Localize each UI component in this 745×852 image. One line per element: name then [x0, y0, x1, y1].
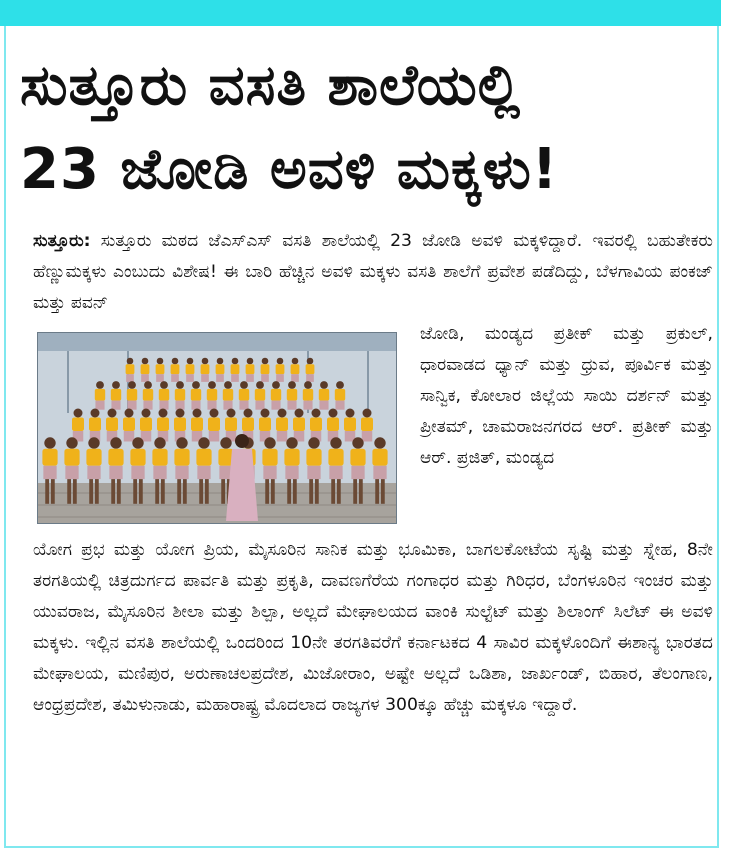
student-figure: [175, 381, 185, 410]
student-figure: [361, 409, 373, 442]
student-figure: [261, 358, 270, 382]
student-figure: [141, 358, 150, 382]
student-figure: [303, 381, 313, 410]
student-figure: [255, 381, 265, 410]
student-figure: [207, 381, 217, 410]
student-figure: [259, 409, 271, 442]
student-figure: [310, 409, 322, 442]
student-figure: [319, 381, 329, 410]
student-figure: [186, 358, 195, 382]
article-paragraph-body: ಯೋಗ ಪ್ರಭ ಮತ್ತು ಯೋಗ ಪ್ರಿಯ, ಮೈಸೂರಿನ ಸಾನಿಕ ಮತ್ತು ಭೂಮಿಕಾ, ಬಾಗಲಕೋಟೆಯ ಸೃಷ್ಟಿ ಮತ್ತು ಸ್ನೇಹ, 8ನೇ ತರಗತಿಯಲ್ಲಿ ಚಿತ್ರದುರ್ಗದ ಪಾರ್ವತಿ ಮತ್ತು ಪ್ರಕೃತಿ, ದಾವಣಗೆರೆಯ ಗಂಗಾಧರ ಮತ್ತು ಗಿರಿಧರ, ಬೆಂಗಳೂರಿನ ಇಂಚರ ಮತ್ತು ಯುವರಾಜ, ಮೈಸೂರಿನ ಶೀಲಾ ಮತ್ತು ಶಿಲ್ಪಾ, ಅಲ್ಲದೆ ಮೇಘಾಲಯದ ವಾಂಕಿ ಸುಲ್ಟೆಟ್ ಮತ್ತು ಶಿಲಾಂಗ್ ಸಿಲೆಟ್ ಈ ಅವಳಿ ಮಕ್ಕಳು. ಇಲ್ಲಿನ ವಸತಿ ಶಾಲೆಯಲ್ಲಿ ಒಂದರಿಂದ 10ನೇ ತರಗತಿವರೆಗೆ ಕರ್ನಾಟಕದ 4 ಸಾವಿರ ಮಕ್ಕಳೊಂದಿಗೆ ಈಶಾನ್ಯ ಭಾರತದ ಮೇಘಾಲಯ, ಮಣಿಪುರ, ಅರುಣಾಚಲಪ್ರದೇಶ, ಮಿಜೋರಾಂ, ಅಷ್ಟೇ ಅಲ್ಲದೆ ಒಡಿಶಾ, ಜಾರ್ಖಂಡ್, ಬಿಹಾರ, ತೆಲಂಗಾಣ, ಆಂಧ್ರಪ್ರದೇಶ, ತಮಿಳುನಾಡು, ಮಹಾರಾಷ್ಟ್ರ ಮೊದಲಾದ ರಾಜ್ಯಗಳ 300ಕ್ಕೂ ಹೆಚ್ಚು ಮಕ್ಕಳೂ ಇದ್ದಾರೆ.: [33, 540, 713, 715]
right-margin: [721, 0, 745, 852]
student-figure: [95, 381, 105, 410]
student-figure: [271, 381, 281, 410]
student-figure: [231, 358, 240, 382]
dateline: ಸುತ್ತೂರು:: [33, 231, 91, 251]
group-photo-illustration: [38, 333, 396, 523]
student-figure: [156, 358, 165, 382]
student-figure: [293, 409, 305, 442]
student-figure: [106, 409, 118, 442]
student-figure: [171, 358, 180, 382]
student-figure: [306, 358, 315, 382]
student-figure: [344, 409, 356, 442]
student-figure: [143, 381, 153, 410]
student-figure: [276, 409, 288, 442]
student-figure: [223, 381, 233, 410]
student-figure: [140, 409, 152, 442]
student-figure: [89, 409, 101, 442]
article-paragraph-intro: [33, 226, 713, 319]
student-figure: [191, 381, 201, 410]
student-figure: [291, 358, 300, 382]
article-paragraph-side: ಜೋಡಿ, ಮಂಡ್ಯದ ಪ್ರತೀಕ್ ಮತ್ತು ಪ್ರಕುಲ್, ಧಾರವಾಡದ ಧ್ಯಾನ್ ಮತ್ತು ಧ್ರುವ, ಪೂರ್ವಿಕ ಮತ್ತು ಸಾನ್ವಿಕ, ಕೋಲಾರ ಜಿಲ್ಲೆಯ ಸಾಯಿ ದರ್ಶನ್ ಮತ್ತು ಪ್ರೀತಮ್, ಚಾಮರಾಜನಗರದ ಆರ್. ಪ್ರತೀಕ್ ಮತ್ತು ಆರ್. ಪ್ರಜಿತ್, ಮಂಡ್ಯದ: [420, 324, 713, 468]
student-figure: [239, 381, 249, 410]
student-figure: [208, 409, 220, 442]
group-photo: [37, 332, 397, 524]
student-figure: [276, 358, 285, 382]
student-figure: [111, 381, 121, 410]
student-figure: [201, 358, 210, 382]
intro-text: ಸುತ್ತೂರು ಮಠದ ಜೆಎಸ್‌ಎಸ್ ವಸತಿ ಶಾಲೆಯಲ್ಲಿ 23 ಜೋಡಿ ಅವಳಿ ಮಕ್ಕಳಿದ್ದಾರೆ. ಇವರಲ್ಲಿ ಬಹುತೇಕರು ಹೆಣ್ಣುಮಕ್ಕಳು ಎಂಬುದು ವಿಶೇಷ! ಈ ಬಾರಿ ಹೆಚ್ಚಿನ ಅವಳಿ ಮಕ್ಕಳು ವಸತಿ ಶಾಲೆಗೆ ಪ್ರವೇಶ ಪಡೆದಿದ್ದು, ಬೆಳಗಾವಿಯ ಪಂಕಜ್ ಮತ್ತು ಪವನ್: [33, 231, 713, 313]
student-figure: [72, 409, 84, 442]
student-figure: [123, 409, 135, 442]
student-figure: [225, 409, 237, 442]
student-figure: [246, 358, 255, 382]
student-figure: [191, 409, 203, 442]
student-figure: [159, 381, 169, 410]
student-figure: [127, 381, 137, 410]
student-figure: [126, 358, 135, 382]
headline: ಸುತ್ತೂರು ವಸತಿ ಶಾಲೆಯಲ್ಲಿ 23 ಜೋಡಿ ಅವಳಿ ಮಕ್ಕಳು!: [20, 53, 559, 202]
top-accent-bar: [0, 0, 745, 26]
student-figure: [287, 381, 297, 410]
student-figure: [216, 358, 225, 382]
student-figure: [335, 381, 345, 410]
student-figure: [174, 409, 186, 442]
student-figure: [157, 409, 169, 442]
student-figure: [327, 409, 339, 442]
